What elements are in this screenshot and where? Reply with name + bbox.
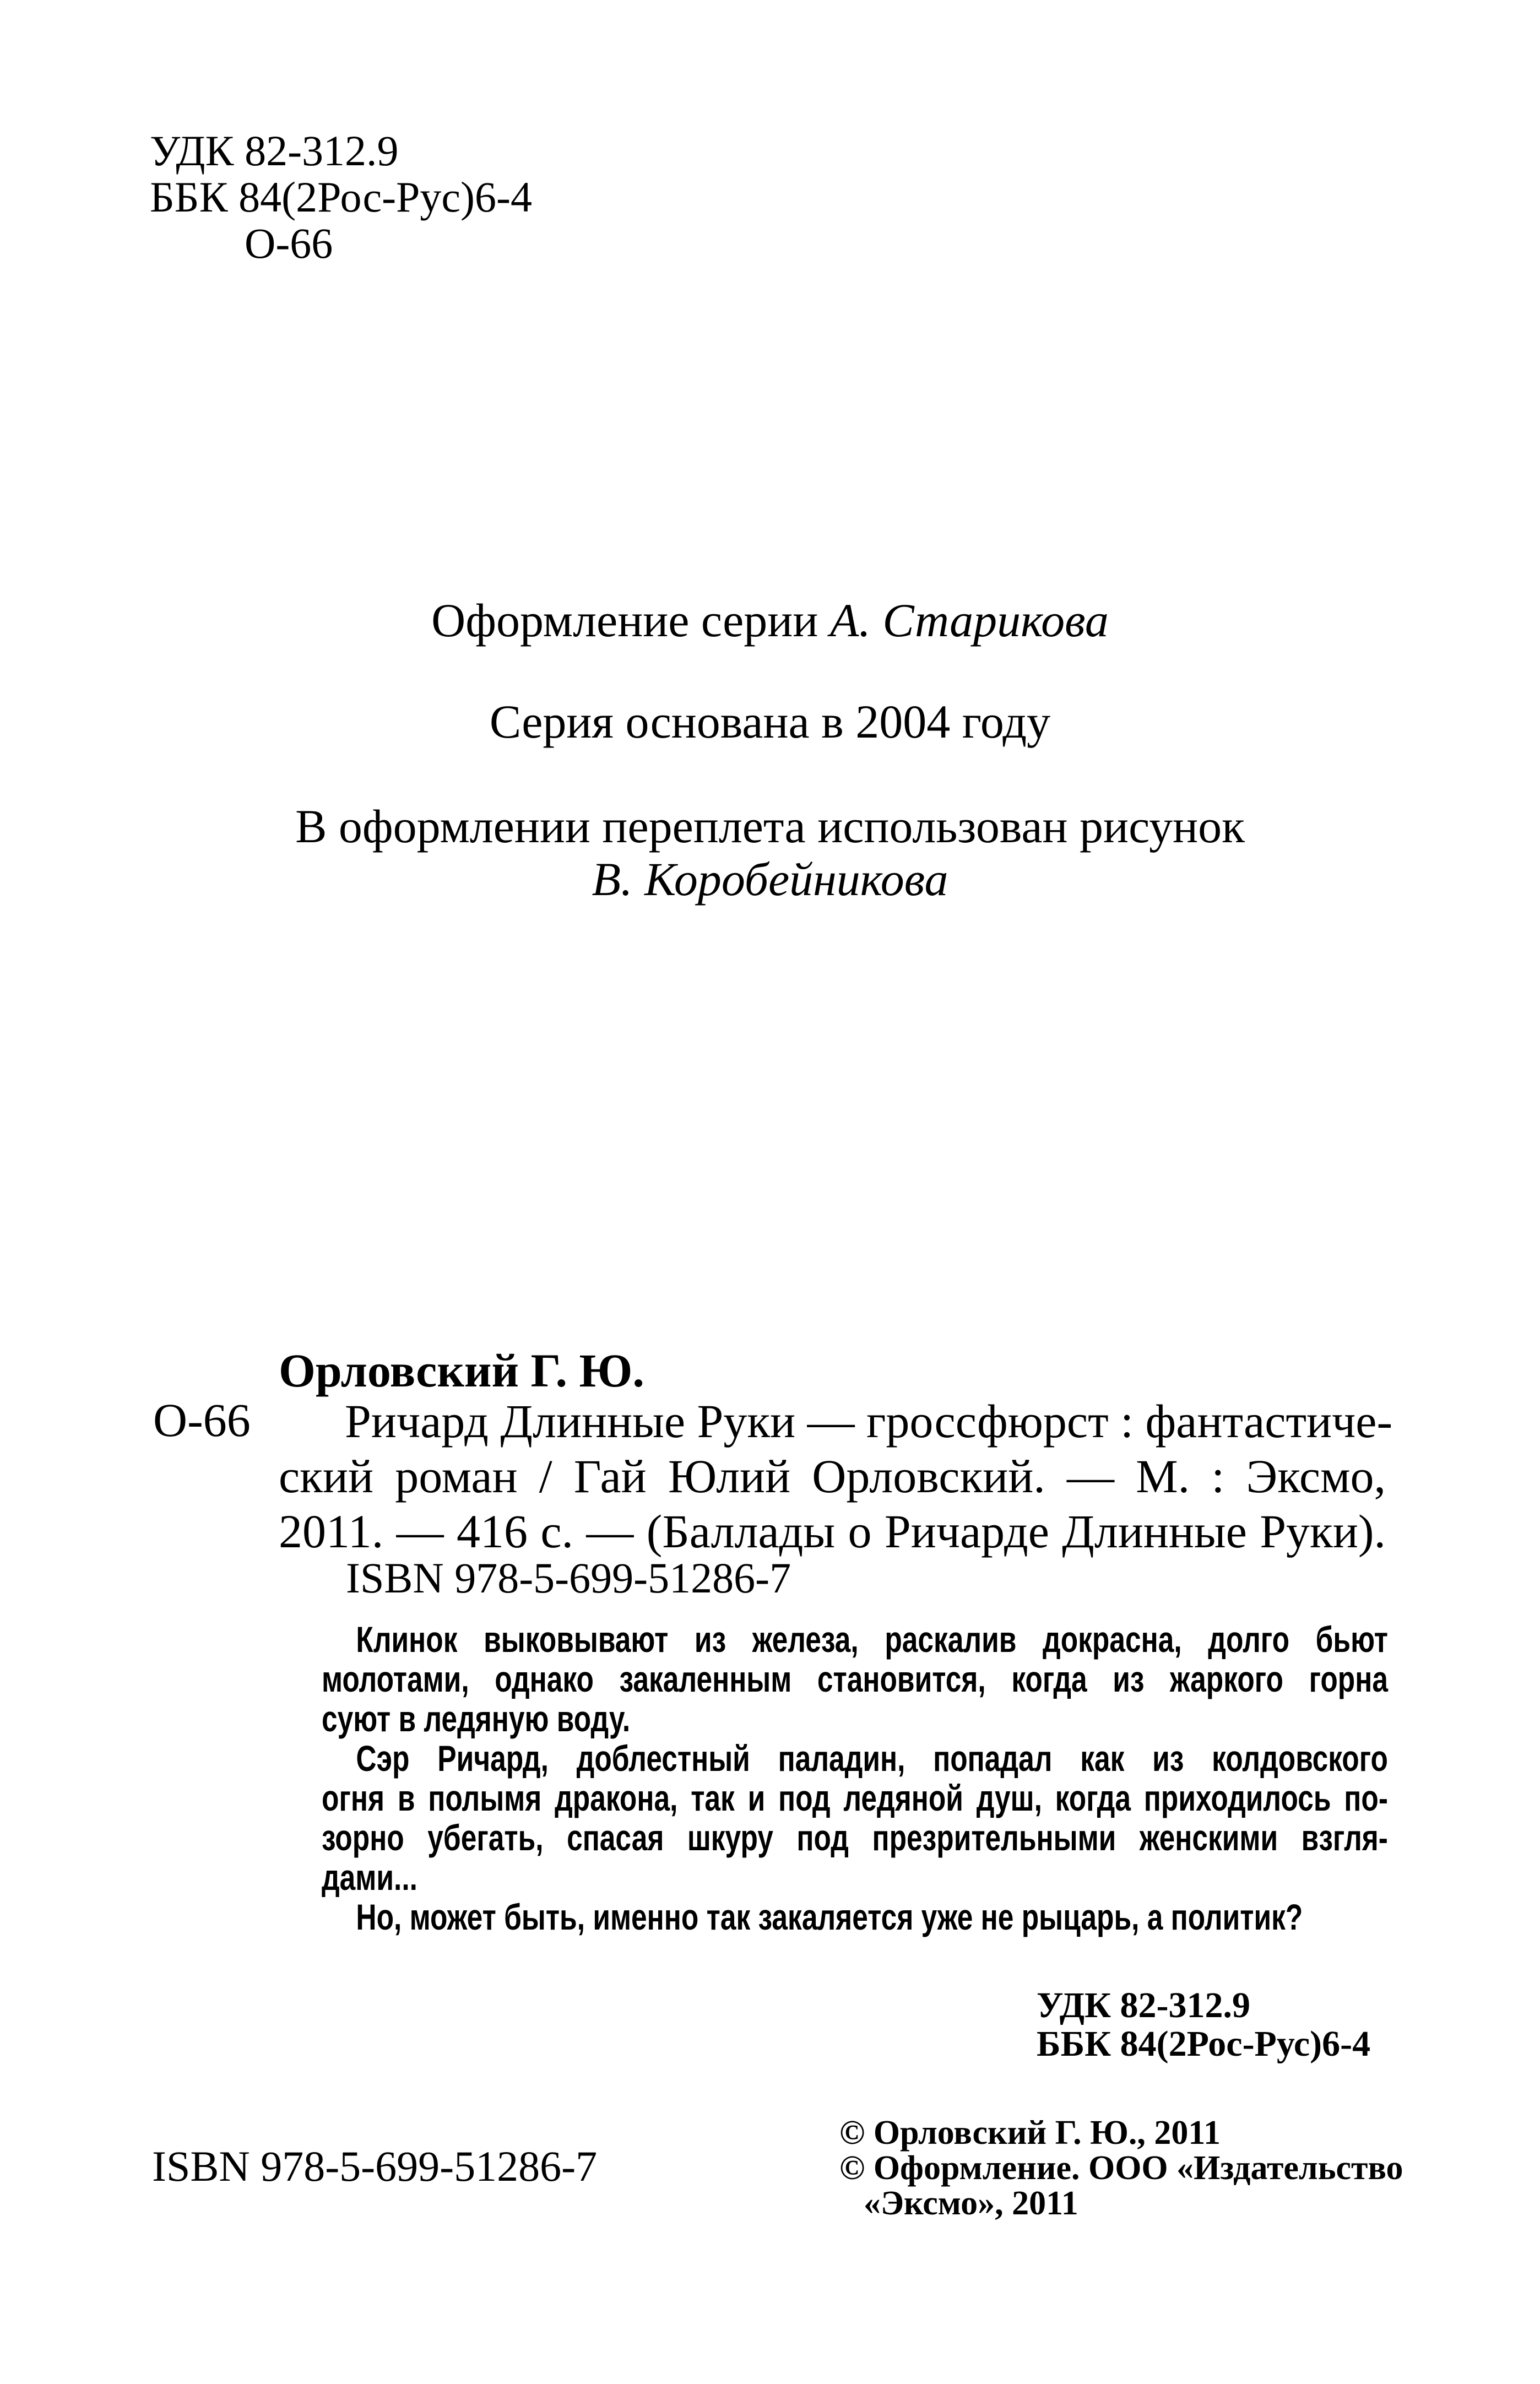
bbk-code: ББК 84(2Рос-Рус)6-4	[150, 173, 533, 221]
copyright-block	[839, 2115, 1403, 2221]
annotation-line: дами...	[322, 1857, 417, 1898]
isbn-bottom: ISBN 978-5-699-51286-7	[152, 2142, 598, 2190]
series-designer-name: А. Старикова	[829, 594, 1109, 647]
annotation	[322, 1619, 1388, 1937]
copyright-design: © Оформление. ООО «Издательство	[839, 2149, 1403, 2187]
classification-block-bottom	[1037, 1986, 1370, 2063]
isbn-record: ISBN 978-5-699-51286-7	[346, 1554, 791, 1602]
author-heading: Орловский Г. Ю.	[279, 1344, 644, 1397]
classification-block-top	[150, 128, 532, 267]
biblio-line: Ричард Длинные Руки — гроссфюрст : фантастиче-	[345, 1395, 1393, 1448]
author-mark: О-66	[245, 219, 333, 267]
bibliographic-description	[279, 1394, 1393, 1559]
series-design-label: Оформление серии	[431, 594, 830, 647]
cover-art-credit: В оформлении переплета использован рисунок	[295, 800, 1245, 853]
annotation-line: молотами, однако закаленным становится, когда из жаркого горна	[322, 1659, 1388, 1699]
bbk-code-bottom: ББК 84(2Рос-Рус)6-4	[1037, 2024, 1371, 2064]
annotation-line: огня в полымя дракона, так и под ледяной душ, когда приходилось по-	[322, 1778, 1388, 1818]
biblio-line: ский роман / Гай Юлий Орловский. — М. : Эксмо,	[279, 1450, 1386, 1503]
annotation-line: Клинок выковывают из железа, раскалив докрасна, долго бьют	[356, 1619, 1388, 1660]
cover-artist-name-text: В. Коробейникова	[592, 853, 948, 906]
copyright-design-cont: «Эксмо», 2011	[864, 2185, 1078, 2222]
udk-code-bottom: УДК 82-312.9	[1037, 1985, 1251, 2025]
record-author-mark: О-66	[153, 1394, 251, 1446]
annotation-line: Но, может быть, именно так закаляется уже не рыцарь, а политик?	[356, 1897, 1303, 1937]
copyright-author: © Орловский Г. Ю., 2011	[839, 2114, 1221, 2152]
udk-code: УДК 82-312.9	[150, 127, 399, 175]
annotation-line: Сэр Ричард, доблестный паладин, попадал как из колдовского	[356, 1738, 1388, 1779]
biblio-line: 2011. — 416 с. — (Баллады о Ричарде Длинные Руки).	[279, 1505, 1386, 1558]
annotation-line: зорно убегать, спасая шкуру под презрительными женскими взгля-	[322, 1817, 1388, 1858]
annotation-line: суют в ледяную воду.	[322, 1698, 631, 1739]
series-founded-note: Серия основана в 2004 году	[489, 695, 1051, 748]
cover-artist-name	[0, 853, 1540, 906]
series-design-credit	[0, 594, 1540, 647]
